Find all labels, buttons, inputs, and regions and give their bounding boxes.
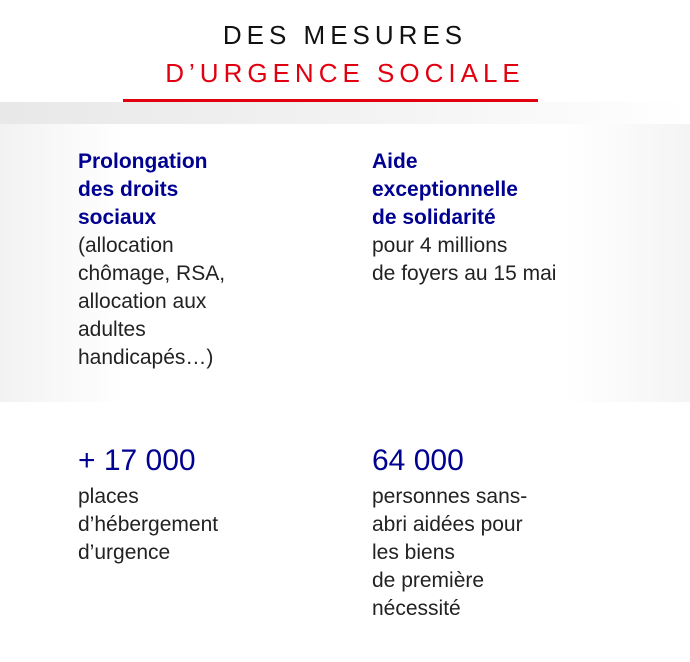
- measure-prolongation-droits: [78, 148, 278, 372]
- measure-body-line: allocation aux: [78, 290, 207, 313]
- measure-body-line: les biens: [372, 541, 455, 564]
- title-line-2: D’URGENCE SOCIALE: [165, 58, 525, 88]
- page-header: [0, 0, 690, 104]
- measure-body-line: de foyers au 15 mai: [372, 262, 557, 285]
- measure-body-line: handicapés…): [78, 346, 214, 369]
- measure-heading-line: des droits: [78, 178, 179, 201]
- measure-body-line: pour 4 millions: [372, 234, 508, 257]
- measure-heading-line: Prolongation: [78, 150, 208, 173]
- measure-heading-line: Aide: [372, 150, 418, 173]
- measure-aide-exceptionnelle: [372, 148, 632, 288]
- measure-personnes-aidees: [372, 443, 592, 623]
- measure-body-line: (allocation: [78, 234, 174, 257]
- measure-body-line: personnes sans-: [372, 485, 528, 508]
- top-shadow-band: [0, 102, 690, 124]
- measure-body-line: de première: [372, 569, 485, 592]
- measure-number: + 17 000: [78, 444, 196, 477]
- measure-heading-line: exceptionnelle: [372, 178, 518, 201]
- measure-body-line: d’urgence: [78, 541, 171, 564]
- measure-heading-line: sociaux: [78, 206, 157, 229]
- measure-number: 64 000: [372, 444, 464, 477]
- measure-body-line: chômage, RSA,: [78, 262, 226, 285]
- measure-body-line: adultes: [78, 318, 146, 341]
- measure-places-hebergement: [78, 443, 298, 567]
- measure-body-line: places: [78, 485, 139, 508]
- measure-body-line: abri aidées pour: [372, 513, 523, 536]
- measure-body-line: d’hébergement: [78, 513, 219, 536]
- measure-heading-line: de solidarité: [372, 206, 496, 229]
- measure-body-line: nécessité: [372, 597, 461, 620]
- title-line-1: DES MESURES: [222, 20, 468, 50]
